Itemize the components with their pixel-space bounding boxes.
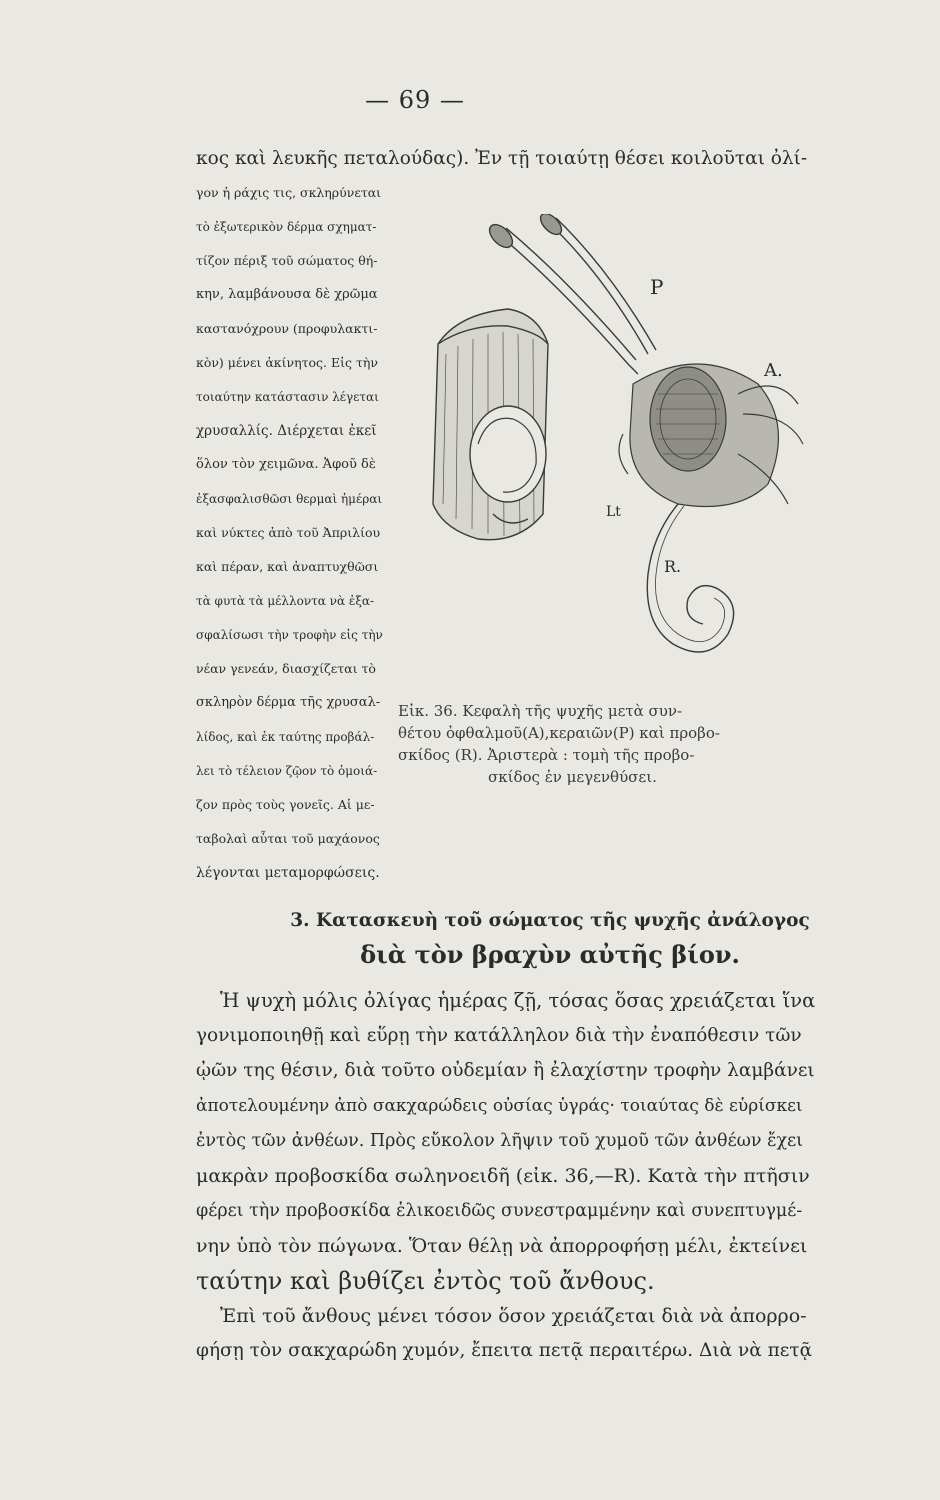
label-P: P: [650, 275, 664, 299]
heading-line-1: 3. Κατασκευὴ τοῦ σώματος τῆς ψυχῆς ἀνάλογος: [290, 910, 810, 931]
label-R: R.: [664, 557, 682, 576]
text-line: ἐξασφαλισθῶσι θερμαὶ ἡμέραι: [196, 492, 383, 506]
page-number: — 69 —: [365, 86, 465, 114]
proboscis-section-drawing: [433, 309, 548, 540]
text-line: λέγονται μεταμορφώσεις.: [196, 865, 380, 881]
text-line: κην, λαμβάνουσα δὲ χρῶμα: [196, 287, 378, 302]
text-line: φέρει τὴν προβοσκίδα ἑλικοειδῶς συνεστραμμένην καὶ συνεπτυγμέ-: [196, 1201, 803, 1221]
text-line: γον ἡ ράχις τις, σκληρύνεται: [196, 185, 382, 200]
text-line: χρυσαλλίς. Διέρχεται ἐκεῖ: [196, 423, 377, 439]
text-line: μακρὰν προβοσκίδα σωληνοειδῆ (εἰκ. 36,—R). Κατὰ τὴν πτῆσιν: [196, 1165, 810, 1187]
text-line: τοιαύτην κατάστασιν λέγεται: [196, 390, 379, 404]
caption-line: θέτου ὀφθαλμοῦ(A),κεραιῶν(P) καὶ προβο-: [398, 724, 720, 742]
text-line: κος καὶ λευκῆς πεταλούδας). Ἐν τῇ τοιαύτῃ θέσει κοιλοῦται ὀλί-: [196, 148, 808, 169]
text-line: τὰ φυτὰ τὰ μέλλοντα νὰ ἐξα-: [196, 594, 375, 608]
text-line: Ἐπὶ τοῦ ἄνθους μένει τόσον ὅσον χρειάζεται διὰ νὰ ἀπορρο-: [220, 1305, 807, 1327]
text-line: ὅλον τὸν χειμῶνα. Ἀφοῦ δὲ: [196, 457, 376, 472]
text-line: ταύτην καὶ βυθίζει ἐντὸς τοῦ ἄνθους.: [196, 1267, 655, 1295]
text-line: Ἡ ψυχὴ μόλις ὀλίγας ἡμέρας ζῇ, τόσας ὅσας χρειάζεται ἵνα: [220, 989, 816, 1012]
text-line: σκληρὸν δέρμα τῆς χρυσαλ-: [196, 695, 381, 710]
text-line: σφαλίσωσι τὴν τροφὴν εἰς τὴν: [196, 628, 383, 642]
text-line: λει τὸ τέλειον ζῷον τὸ ὁμοιά-: [196, 764, 378, 778]
head-eye-drawing: [619, 364, 803, 507]
text-line: ζον πρὸς τοὺς γονεῖς. Αἱ με-: [196, 797, 375, 812]
text-line: ᾠῶν της θέσιν, διὰ τοῦτο οὐδεμίαν ἢ ἐλαχίστην τροφὴν λαμβάνει: [196, 1060, 815, 1081]
text-line: ταβολαὶ αὗται τοῦ μαχάονος: [196, 831, 380, 846]
text-line: καὶ πέραν, καὶ ἀναπτυχθῶσι: [196, 559, 379, 574]
text-line: κὸν) μένει ἀκίνητος. Εἰς τὴν: [196, 355, 378, 370]
figure-caption: [398, 700, 818, 788]
text-line: νην ὑπὸ τὸν πώγωνα. Ὅταν θέλῃ νὰ ἀπορροφήσῃ μέλι, ἐκτείνει: [196, 1235, 808, 1257]
section-heading: [290, 904, 810, 972]
text-line: νέαν γενεάν, διασχίζεται τὸ: [196, 661, 376, 676]
text-line: καστανόχρουν (προφυλακτι-: [196, 321, 378, 336]
coiled-proboscis-drawing: [647, 504, 733, 652]
text-line: ἐντὸς τῶν ἀνθέων. Πρὸς εὔκολον λῆψιν τοῦ χυμοῦ τῶν ἀνθέων ἔχει: [196, 1131, 804, 1151]
label-Lt: Lt: [606, 504, 621, 520]
figure-36-illustration: [398, 214, 818, 694]
heading-line-2: διὰ τὸν βραχὺν αὐτῆς βίον.: [360, 940, 740, 969]
text-line: τὸ ἐξωτερικὸν δέρμα σχηματ-: [196, 220, 377, 234]
caption-line: σκίδος (R). Ἀριστερὰ : τομὴ τῆς προβο-: [398, 746, 695, 764]
caption-line: σκίδος ἐν μεγενθύσει.: [488, 768, 657, 786]
caption-line: Εἰκ. 36. Κεφαλὴ τῆς ψυχῆς μετὰ συν-: [398, 702, 683, 720]
text-line: καὶ νύκτες ἀπὸ τοῦ Ἀπριλίου: [196, 525, 381, 540]
text-line: λίδος, καὶ ἐκ ταύτης προβάλ-: [196, 730, 375, 744]
label-A: A.: [764, 360, 783, 381]
text-line: γονιμοποιηθῇ καὶ εὕρῃ τὴν κατάλληλον διὰ τὴν ἐναπόθεσιν τῶν: [196, 1025, 802, 1046]
text-line: φήσῃ τὸν σακχαρώδη χυμόν, ἔπειτα πετᾷ περαιτέρω. Διὰ νὰ πετᾷ: [196, 1340, 813, 1361]
text-line: τίζον πέριξ τοῦ σώματος θή-: [196, 253, 378, 268]
text-line: ἀποτελουμένην ἀπὸ σακχαρώδεις οὐσίας ὑγράς· τοιαύτας δὲ εὑρίσκει: [196, 1096, 803, 1116]
